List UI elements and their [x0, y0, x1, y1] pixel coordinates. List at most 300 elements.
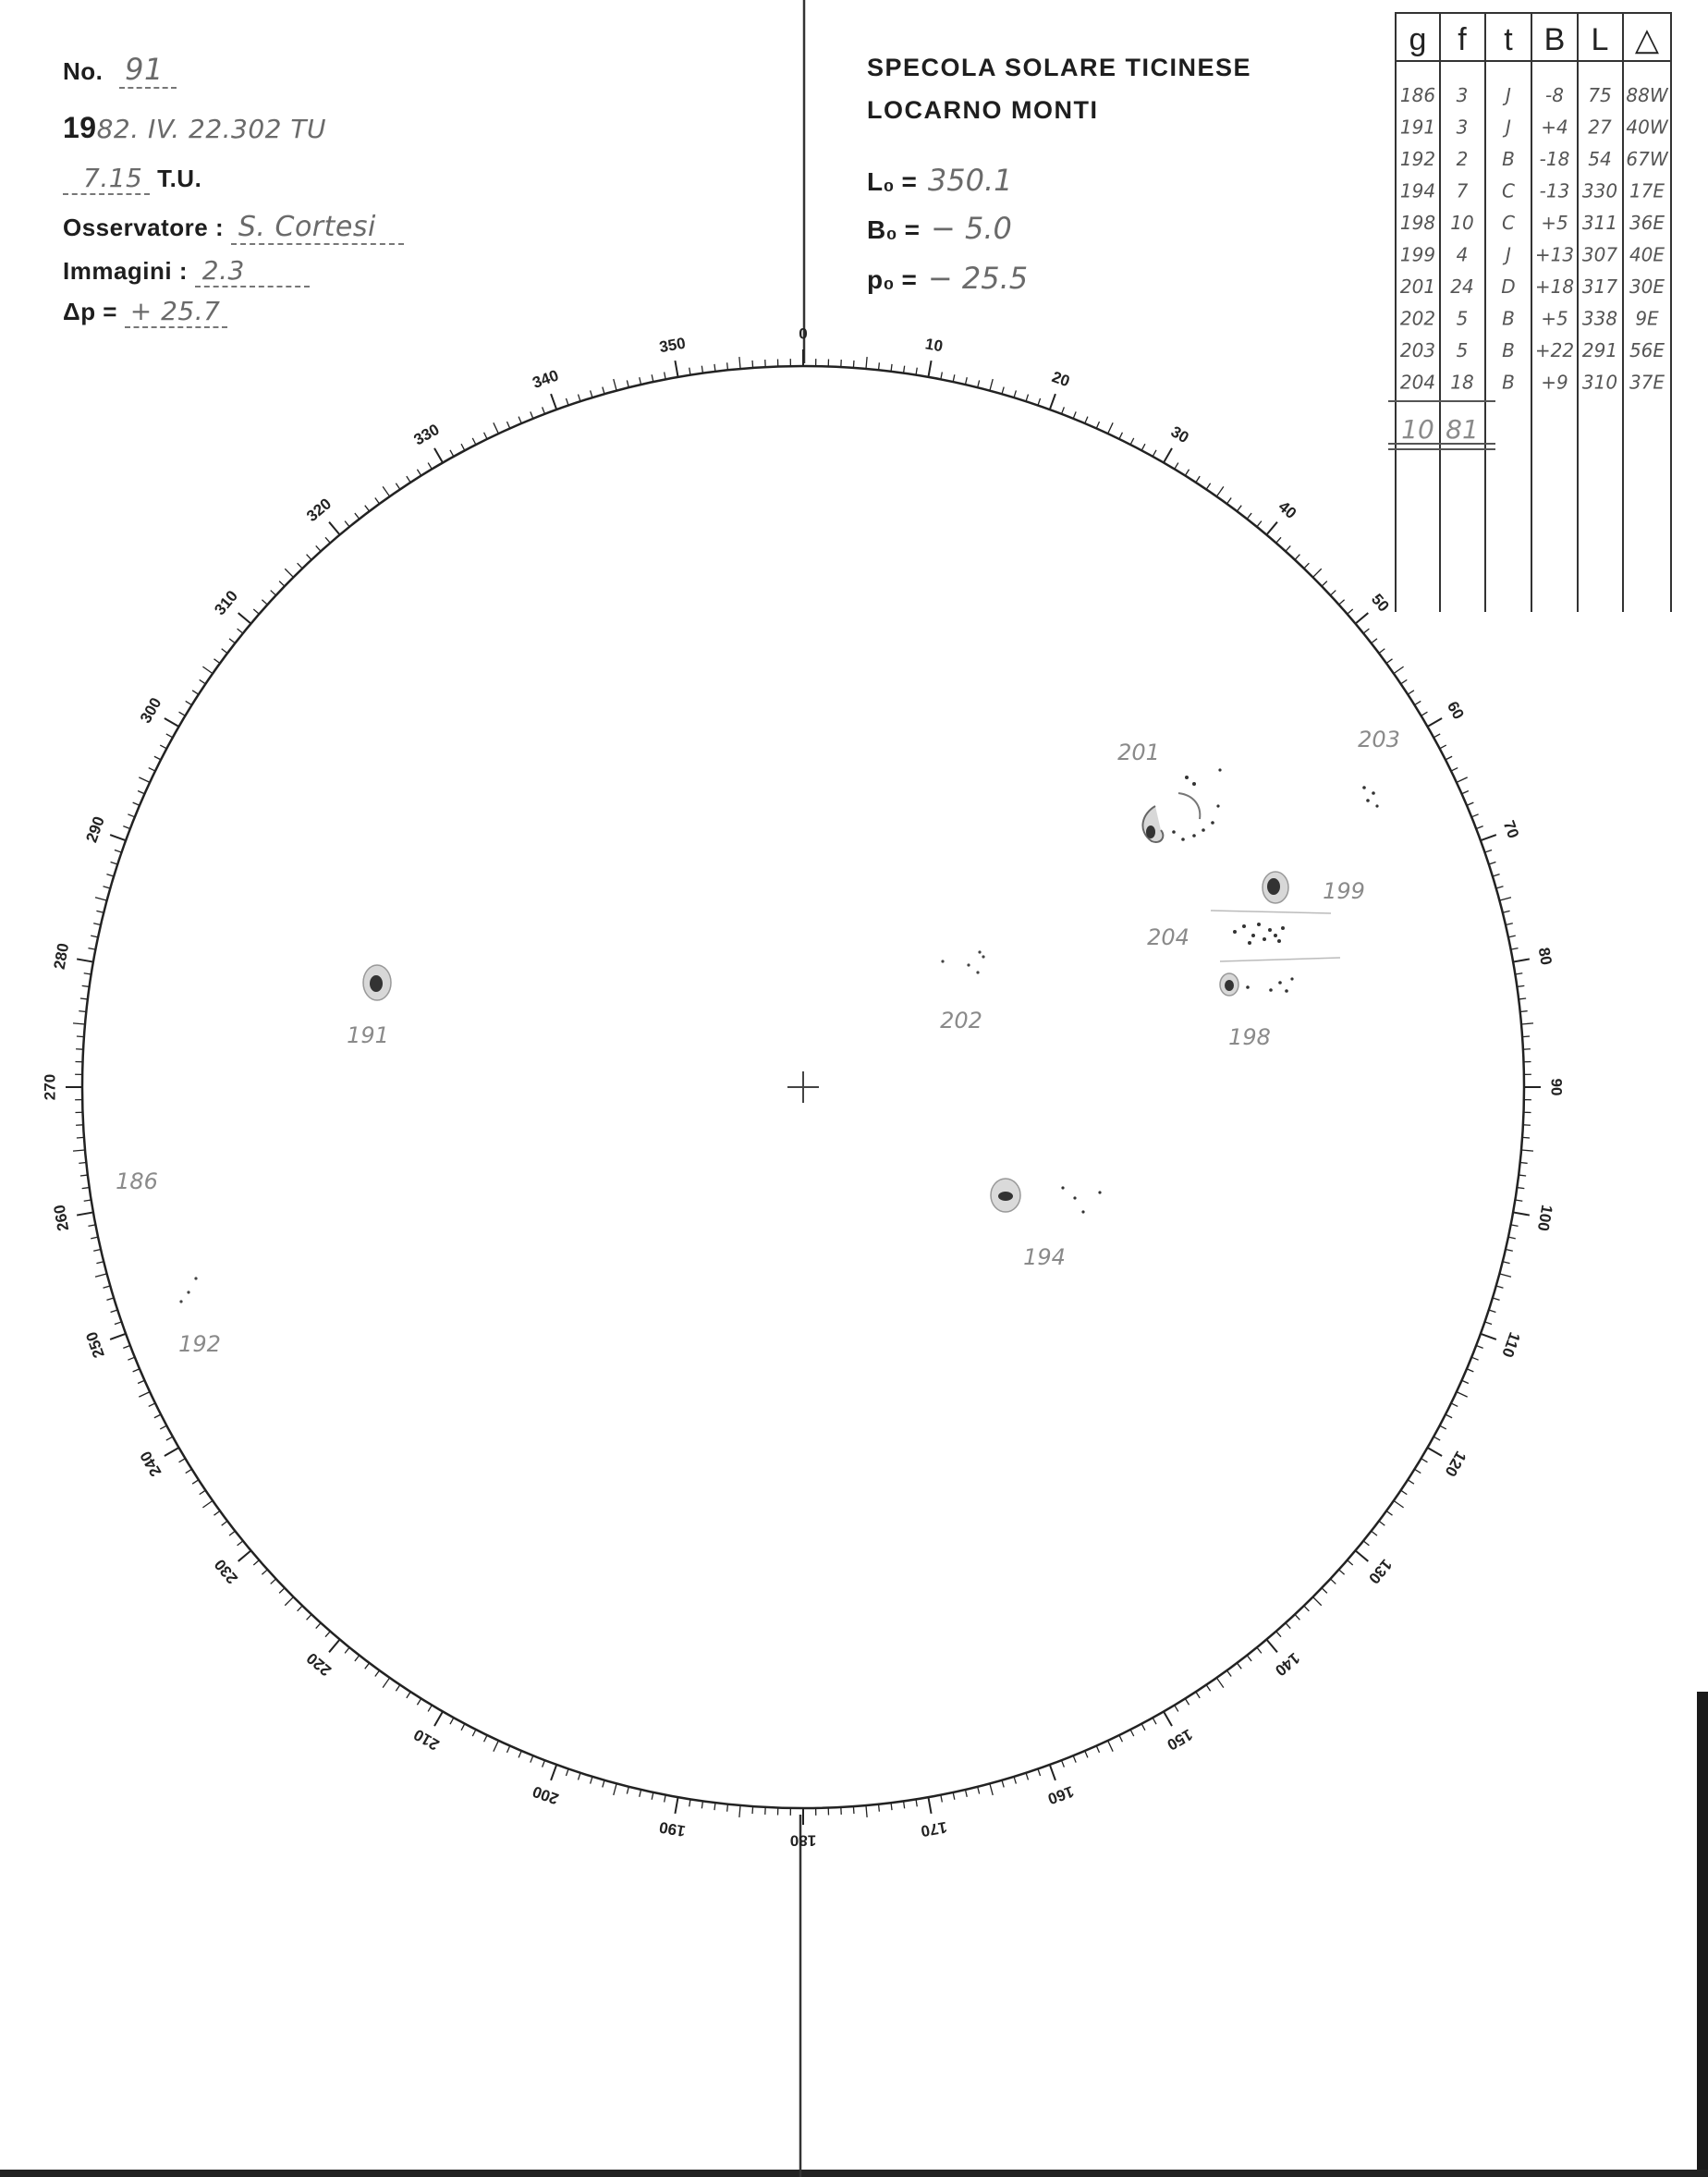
table-cell: 75: [1588, 84, 1612, 106]
degree-label-130: 130: [1364, 1555, 1396, 1587]
degree-tick: [329, 522, 340, 535]
table-cell: +5: [1541, 307, 1568, 330]
degree-tick: [1414, 1469, 1421, 1473]
degree-label-150: 150: [1164, 1725, 1196, 1755]
degree-tick: [879, 362, 880, 370]
degree-tick: [149, 768, 155, 772]
degree-tick: [1257, 1647, 1262, 1653]
degree-tick: [1521, 1023, 1533, 1024]
degree-tick: [271, 1579, 276, 1584]
degree-tick: [375, 1670, 380, 1676]
degree-tick: [214, 1510, 219, 1515]
degree-tick: [229, 639, 235, 643]
degree-label-280: 280: [50, 941, 73, 972]
degree-tick: [77, 1137, 84, 1138]
l0-value: 350.1: [927, 163, 1013, 198]
degree-tick: [82, 985, 90, 986]
degree-tick: [222, 1521, 227, 1525]
degree-tick: [965, 1790, 967, 1797]
table-cell: 7: [1456, 179, 1469, 202]
degree-tick: [904, 366, 905, 373]
degree-tick: [165, 718, 179, 727]
degree-tick: [461, 444, 465, 450]
total-spots: 81: [1446, 414, 1479, 445]
degree-tick: [1108, 422, 1113, 434]
degree-tick: [111, 862, 118, 863]
degree-tick: [1164, 448, 1172, 463]
degree-tick: [1062, 1760, 1065, 1767]
degree-tick: [1062, 407, 1065, 413]
table-cell: 5: [1456, 339, 1469, 361]
degree-tick: [472, 438, 476, 445]
degree-tick: [1451, 768, 1458, 772]
degree-tick: [138, 790, 144, 793]
degree-tick: [1276, 537, 1281, 543]
degree-tick: [1313, 1597, 1322, 1606]
degree-tick: [1446, 756, 1452, 760]
degree-tick: [407, 1692, 410, 1698]
degree-tick: [953, 1792, 955, 1800]
degree-tick: [1363, 629, 1369, 633]
degree-tick: [1330, 1579, 1336, 1584]
degree-tick: [1339, 600, 1345, 605]
degree-label-60: 60: [1443, 698, 1468, 723]
degree-tick: [1096, 422, 1099, 428]
group-label-192: 192: [178, 1331, 221, 1357]
degree-tick: [96, 911, 104, 912]
degree-label-330: 330: [410, 420, 443, 449]
degree-tick: [80, 1175, 88, 1176]
time-unit: T.U.: [157, 165, 202, 192]
degree-label-310: 310: [211, 587, 242, 619]
degree-label-210: 210: [410, 1725, 443, 1755]
degree-tick: [1496, 887, 1504, 888]
images-value: 2.3: [195, 255, 310, 287]
table-cell: 191: [1399, 116, 1436, 139]
degree-tick: [1141, 1724, 1145, 1731]
institution-location: LOCARNO MONTI: [867, 96, 1099, 124]
degree-tick: [1414, 701, 1421, 704]
table-cell: 317: [1581, 275, 1618, 298]
degree-tick: [627, 380, 628, 387]
degree-tick: [1185, 470, 1189, 476]
table-cell: 40E: [1629, 243, 1665, 266]
degree-tick: [1520, 1011, 1528, 1012]
degree-tick: [110, 835, 126, 840]
group-label-194: 194: [1023, 1244, 1066, 1270]
table-cell: 24: [1450, 275, 1474, 298]
degree-tick: [1517, 1188, 1524, 1189]
degree-tick: [345, 1647, 349, 1653]
degree-tick: [1216, 1678, 1223, 1688]
degree-tick: [222, 649, 227, 654]
degree-tick: [891, 364, 892, 372]
degree-tick: [1226, 497, 1231, 503]
degree-tick: [285, 1597, 293, 1606]
degree-tick: [1175, 463, 1178, 470]
degree-tick: [614, 379, 616, 391]
degree-tick: [96, 1262, 104, 1264]
degree-tick: [1108, 1741, 1113, 1752]
degree-tick: [543, 407, 545, 413]
degree-tick: [128, 814, 134, 817]
degree-tick: [1372, 639, 1377, 643]
degree-tick: [640, 1790, 641, 1797]
degree-label-350: 350: [657, 334, 688, 357]
table-header-f: f: [1458, 22, 1467, 57]
degree-tick: [428, 463, 432, 470]
degree-tick: [506, 1746, 509, 1753]
degree-tick: [1471, 1357, 1478, 1360]
group-label-203: 203: [1358, 727, 1400, 752]
degree-tick: [1304, 1606, 1310, 1611]
degree-tick: [111, 1310, 118, 1312]
table-cell: 330: [1581, 179, 1618, 202]
degree-tick: [866, 1805, 867, 1817]
degree-tick: [1038, 398, 1041, 406]
degree-tick: [1440, 1425, 1446, 1429]
degree-tick: [396, 483, 399, 490]
degree-tick: [1503, 1262, 1510, 1264]
degree-tick: [1401, 679, 1408, 683]
degree-tick: [675, 1797, 677, 1814]
degree-tick: [115, 1322, 122, 1325]
degree-label-170: 170: [919, 1817, 949, 1841]
table-cell: B: [1502, 339, 1515, 361]
degree-tick: [916, 368, 917, 375]
table-cell: 67W: [1626, 148, 1668, 170]
degree-tick: [665, 1795, 666, 1803]
table-cell: 17E: [1629, 179, 1665, 202]
degree-tick: [1394, 667, 1404, 673]
degree-tick: [1247, 1656, 1251, 1661]
degree-tick: [1266, 522, 1277, 535]
time-value: 7.15: [63, 163, 150, 195]
degree-tick: [1226, 1670, 1231, 1676]
degree-tick: [978, 1787, 980, 1794]
degree-tick: [192, 1480, 199, 1484]
table-cell: C: [1502, 212, 1515, 234]
degree-tick: [84, 1200, 92, 1201]
degree-tick: [1119, 1735, 1123, 1742]
degree-tick: [202, 667, 213, 673]
degree-tick: [1313, 569, 1322, 577]
date-value: 82. IV. 22.302 TU: [96, 114, 326, 144]
table-cell: -8: [1545, 84, 1564, 106]
degree-tick: [1503, 911, 1510, 912]
degree-tick: [1457, 777, 1468, 782]
degree-label-230: 230: [211, 1555, 242, 1587]
degree-tick: [1427, 1448, 1442, 1456]
degree-tick: [128, 1357, 134, 1360]
degree-tick: [115, 850, 122, 852]
degree-tick: [262, 600, 267, 605]
degree-tick: [1499, 898, 1511, 900]
table-cell: 3: [1456, 116, 1469, 139]
degree-tick: [591, 390, 592, 397]
table-cell: B: [1502, 148, 1515, 170]
degree-tick: [186, 701, 192, 704]
degree-tick: [139, 777, 150, 782]
degree-tick: [383, 486, 389, 496]
degree-tick: [1237, 1663, 1241, 1669]
degree-tick: [1330, 591, 1336, 595]
degree-tick: [990, 379, 993, 391]
degree-tick: [1141, 444, 1145, 450]
degree-tick: [160, 1425, 166, 1429]
degree-tick: [166, 734, 173, 738]
degree-tick: [1014, 390, 1016, 397]
table-cell: J: [1506, 84, 1511, 106]
degree-tick: [133, 802, 140, 805]
sunspot-194-umbra: [998, 1192, 1013, 1201]
degree-tick: [1446, 1414, 1452, 1418]
images-label: Immagini :: [63, 257, 189, 285]
degree-tick: [689, 1799, 690, 1806]
degree-tick: [1295, 1614, 1299, 1620]
degree-tick: [551, 394, 556, 410]
table-cell: J: [1506, 116, 1511, 139]
degree-tick: [79, 1011, 86, 1012]
degree-tick: [77, 1036, 84, 1037]
degree-label-340: 340: [530, 366, 561, 392]
degree-tick: [179, 712, 186, 715]
degree-tick: [866, 357, 867, 369]
degree-tick: [1286, 545, 1290, 551]
degree-tick: [1237, 506, 1241, 511]
degree-tick: [484, 1735, 488, 1742]
group-label-201: 201: [1117, 740, 1160, 765]
sunspot-201-umbra: [1146, 826, 1155, 838]
degree-tick: [139, 1392, 150, 1397]
degree-tick: [214, 659, 219, 664]
table-cell: 36E: [1629, 212, 1665, 234]
degree-tick: [1519, 998, 1526, 999]
degree-label-10: 10: [923, 335, 945, 356]
degree-tick: [1506, 923, 1513, 925]
degree-tick: [627, 1787, 628, 1794]
degree-tick: [1481, 835, 1496, 840]
b0-value: − 5.0: [930, 211, 1012, 246]
degree-tick: [1471, 814, 1478, 817]
group-label-198: 198: [1228, 1024, 1271, 1050]
degree-label-290: 290: [82, 813, 108, 845]
degree-tick: [253, 609, 259, 614]
observer-value: S. Cortesi: [231, 211, 404, 245]
degree-tick: [154, 1414, 161, 1418]
degree-tick: [652, 1792, 653, 1800]
degree-tick: [551, 1765, 556, 1780]
table-cell: +22: [1534, 339, 1575, 361]
degree-tick: [752, 1806, 753, 1814]
degree-tick: [1511, 1225, 1519, 1227]
degree-tick: [879, 1804, 880, 1812]
table-cell: 201: [1399, 275, 1436, 298]
degree-tick: [1050, 394, 1055, 410]
table-cell: +4: [1541, 116, 1568, 139]
degree-tick: [714, 364, 715, 372]
degree-tick: [904, 1801, 905, 1808]
degree-tick: [165, 1448, 179, 1456]
table-cell: 311: [1581, 212, 1618, 234]
degree-tick: [365, 506, 370, 511]
degree-tick: [1379, 1521, 1385, 1525]
degree-tick: [149, 1403, 155, 1407]
degree-tick: [543, 1760, 545, 1767]
degree-tick: [253, 1560, 259, 1565]
degree-tick: [1304, 563, 1310, 569]
degree-tick: [1026, 395, 1028, 402]
degree-tick: [307, 1614, 311, 1620]
degree-tick: [1386, 659, 1392, 664]
degree-tick: [271, 591, 276, 595]
degree-tick: [88, 1225, 95, 1227]
degree-tick: [450, 1718, 454, 1724]
degree-tick: [640, 377, 641, 385]
degree-label-270: 270: [41, 1073, 59, 1101]
table-header-g: g: [1409, 22, 1427, 57]
degree-tick: [1489, 862, 1496, 863]
degree-tick: [298, 563, 303, 569]
degree-tick: [1073, 1755, 1076, 1762]
degree-tick: [1451, 1403, 1458, 1407]
degree-tick: [279, 581, 285, 587]
degree-tick: [1519, 1175, 1526, 1176]
table-header-box: [1396, 13, 1671, 61]
degree-tick: [1421, 1459, 1428, 1462]
degree-label-20: 20: [1049, 367, 1072, 391]
table-cell: 307: [1581, 243, 1618, 266]
degree-tick: [123, 1346, 129, 1349]
table-cell: B: [1502, 371, 1515, 394]
degree-tick: [383, 1678, 389, 1688]
degree-tick: [316, 545, 321, 551]
degree-tick: [1322, 581, 1327, 587]
degree-tick: [262, 1570, 267, 1574]
degree-tick: [1206, 483, 1210, 490]
degree-tick: [1513, 1212, 1530, 1215]
degree-tick: [1485, 1322, 1493, 1325]
degree-tick: [1462, 790, 1469, 793]
degree-tick: [1363, 1541, 1369, 1546]
degree-tick: [1038, 1769, 1041, 1777]
degree-tick: [1476, 1346, 1482, 1349]
degree-tick: [990, 1783, 993, 1795]
degree-label-320: 320: [303, 495, 336, 526]
degree-tick: [77, 959, 93, 961]
degree-tick: [531, 411, 533, 418]
degree-tick: [1440, 745, 1446, 749]
degree-tick: [192, 691, 199, 694]
degree-tick: [1506, 1249, 1513, 1251]
degree-tick: [591, 1777, 592, 1784]
degree-tick: [1517, 985, 1524, 986]
degree-tick: [200, 1490, 206, 1494]
degree-tick: [166, 1437, 173, 1440]
degree-label-260: 260: [50, 1203, 73, 1233]
degree-label-70: 70: [1499, 818, 1523, 841]
degree-tick: [329, 1640, 340, 1653]
table-cell: 56E: [1629, 339, 1665, 361]
table-cell: 37E: [1629, 371, 1665, 394]
degree-tick: [1014, 1777, 1016, 1784]
table-cell: 198: [1399, 212, 1436, 234]
table-cell: +18: [1534, 275, 1575, 298]
degree-tick: [739, 357, 740, 369]
degree-tick: [1408, 1480, 1414, 1484]
degree-tick: [1257, 521, 1262, 527]
degree-tick: [1508, 1237, 1516, 1239]
table-cell: J: [1506, 243, 1511, 266]
degree-tick: [80, 998, 88, 999]
degree-tick: [603, 387, 604, 395]
table-cell: 10: [1450, 212, 1474, 234]
degree-tick: [472, 1730, 476, 1736]
table-cell: 5: [1456, 307, 1469, 330]
degree-tick: [727, 1804, 728, 1812]
degree-tick: [727, 362, 728, 370]
institution-name: SPECOLA SOLARE TICINESE: [867, 54, 1252, 81]
degree-label-180: 180: [789, 1831, 817, 1850]
degree-tick: [1467, 1369, 1473, 1372]
degree-tick: [614, 1783, 616, 1795]
degree-tick: [578, 1773, 580, 1780]
degree-tick: [1489, 1310, 1496, 1312]
degree-tick: [200, 679, 206, 683]
p0-label: p₀ =: [867, 265, 917, 294]
degree-tick: [434, 1711, 443, 1726]
degree-tick: [1520, 1163, 1528, 1164]
degree-label-160: 160: [1045, 1782, 1077, 1808]
degree-tick: [1247, 513, 1251, 519]
degree-tick: [325, 537, 330, 543]
table-cell: 18: [1450, 371, 1474, 394]
degree-label-200: 200: [530, 1782, 561, 1808]
degree-tick: [179, 1459, 186, 1462]
degree-tick: [298, 1606, 303, 1611]
degree-tick: [202, 1500, 213, 1507]
degree-tick: [566, 1769, 568, 1777]
degree-tick: [1216, 486, 1223, 496]
degree-tick: [1206, 1685, 1210, 1692]
degree-label-90: 90: [1547, 1078, 1566, 1096]
degree-tick: [941, 1795, 943, 1803]
table-header-l: L: [1591, 22, 1609, 57]
degree-tick: [355, 513, 360, 519]
sunspot-198-umbra: [1225, 980, 1234, 991]
degree-tick: [603, 1780, 604, 1788]
degree-tick: [1522, 1137, 1530, 1138]
degree-tick: [434, 448, 443, 463]
degree-tick: [1185, 1698, 1189, 1705]
degree-label-250: 250: [82, 1329, 108, 1361]
l0-label: L₀ =: [867, 167, 917, 196]
degree-tick: [355, 1656, 360, 1661]
degree-tick: [461, 1724, 465, 1731]
degree-tick: [77, 1212, 93, 1215]
degree-tick: [891, 1803, 892, 1810]
degree-tick: [1356, 613, 1369, 624]
degree-tick: [428, 1706, 432, 1712]
degree-tick: [450, 450, 454, 457]
degree-tick: [285, 569, 293, 577]
degree-tick: [1348, 609, 1353, 614]
degree-tick: [484, 433, 488, 439]
degree-label-300: 300: [136, 694, 165, 727]
table-cell: 54: [1588, 148, 1612, 170]
group-label-202: 202: [940, 1008, 982, 1033]
degree-tick: [853, 361, 854, 368]
